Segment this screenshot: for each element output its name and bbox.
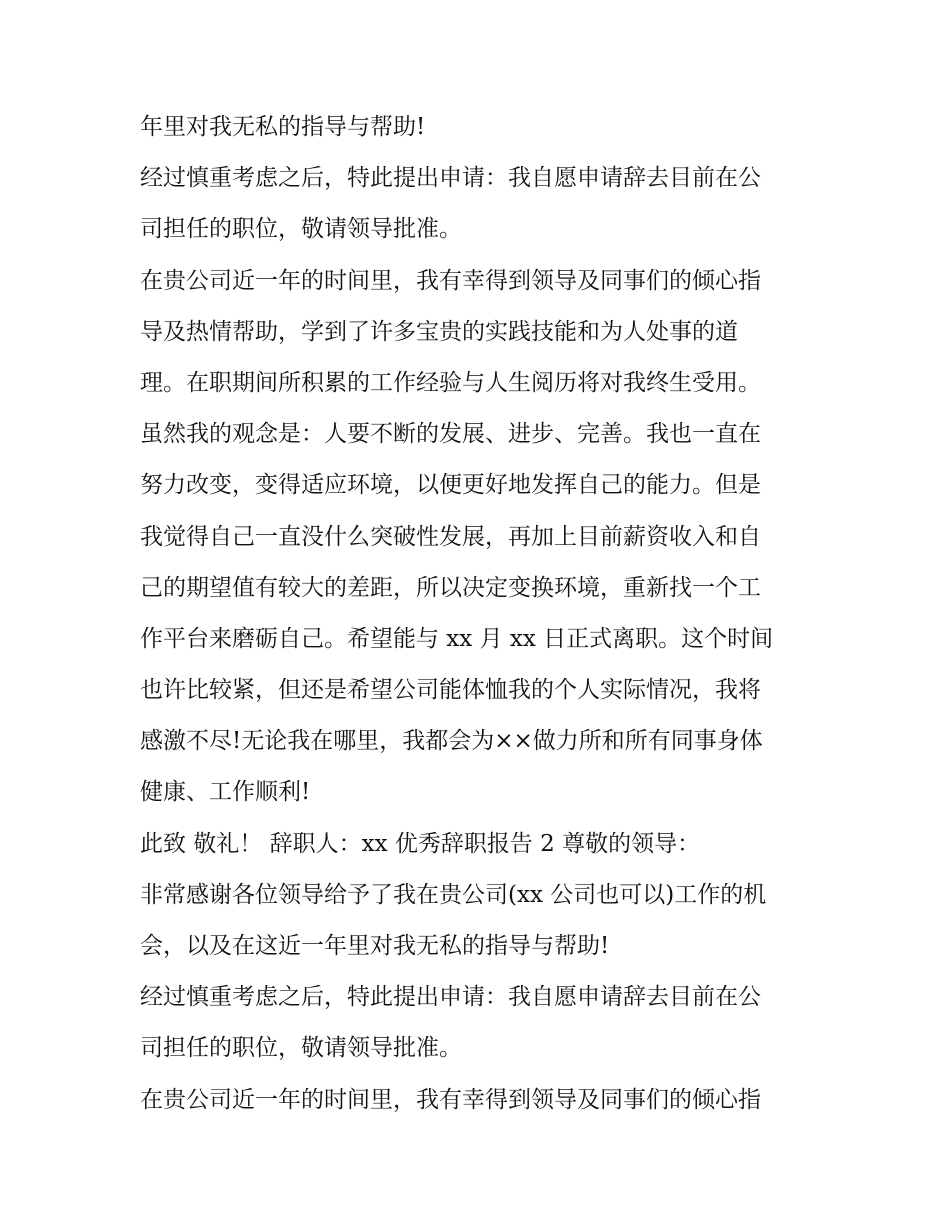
text-line: 努力改变，变得适应环境，以便更好地发挥自己的能力。但是	[140, 472, 761, 499]
text-line: 也许比较紧，但还是希望公司能体恤我的个人实际情况，我将	[140, 677, 761, 704]
text-line: 会，以及在这近一年里对我无私的指导与帮助!	[140, 933, 610, 959]
text-line: 司担任的职位，敬请领导批准。	[140, 1035, 462, 1062]
text-line: 在贵公司近一年的时间里，我有幸得到领导及同事们的倾心指	[140, 267, 761, 294]
text-line: 非常感谢各位领导给予了我在贵公司(xx 公司也可以)工作的机	[140, 881, 767, 908]
text-line: 经过慎重考虑之后，特此提出申请：我自愿申请辞去目前在公	[140, 165, 761, 192]
text-line: 作平台来磨砺自己。希望能与 xx 月 xx 日正式离职。这个时间	[140, 625, 774, 652]
text-line: 司担任的职位，敬请领导批准。	[140, 216, 462, 243]
text-line: 经过慎重考虑之后，特此提出申请：我自愿申请辞去目前在公	[140, 984, 761, 1011]
document-body	[140, 102, 820, 1126]
text-line: 己的期望值有较大的差距，所以决定变换环境，重新找一个工	[140, 574, 761, 601]
text-line: 此致 敬礼！ 辞职人：xx 优秀辞职报告 2 尊敬的领导：	[140, 830, 701, 857]
text-line: 在贵公司近一年的时间里，我有幸得到领导及同事们的倾心指	[140, 1086, 761, 1113]
text-line: 年里对我无私的指导与帮助!	[140, 114, 426, 140]
text-line: 感激不尽!无论我在哪里，我都会为××做力所和所有同事身体	[140, 728, 763, 755]
text-line: 导及热情帮助，学到了许多宝贵的实践技能和为人处事的道	[140, 318, 738, 345]
text-line: 理。在职期间所积累的工作经验与人生阅历将对我终生受用。	[140, 369, 761, 396]
text-line: 健康、工作顺利!	[140, 779, 311, 806]
text-line: 虽然我的观念是：人要不断的发展、进步、完善。我也一直在	[140, 421, 761, 448]
text-line: 我觉得自己一直没什么突破性发展，再加上目前薪资收入和自	[140, 523, 761, 550]
